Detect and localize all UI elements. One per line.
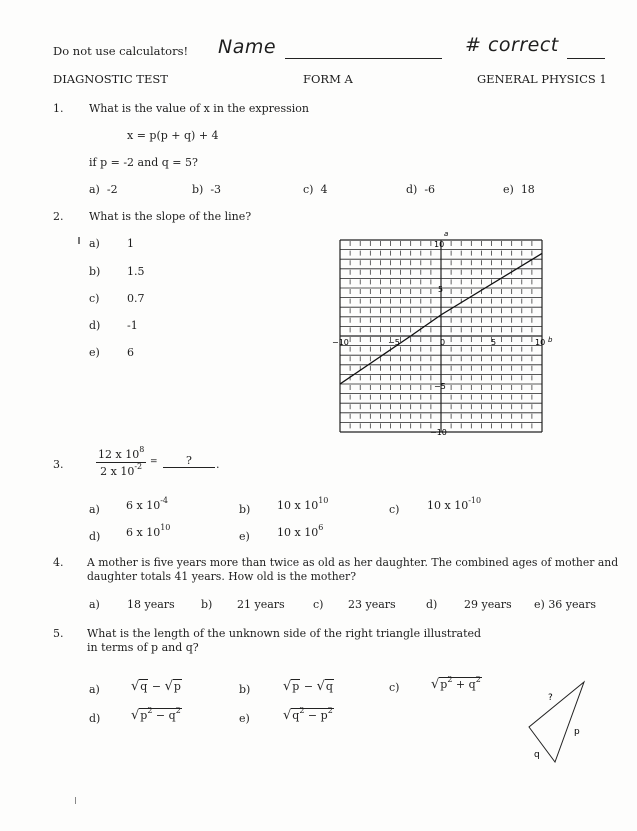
correct-count-blank-line[interactable] bbox=[567, 58, 605, 59]
option-d[interactable] bbox=[406, 183, 435, 196]
y-tick-10: 10 bbox=[434, 240, 445, 249]
x-axis-label: b bbox=[548, 336, 553, 344]
question-number: 2. bbox=[53, 210, 64, 223]
option-b[interactable]: b) bbox=[201, 598, 213, 611]
question-prompt-line1: A mother is five years more than twice as old as her daughter. The combined ages of mother and bbox=[87, 556, 619, 569]
option-c-value: $√p^2 + q^2$ bbox=[431, 675, 481, 692]
correct-count-label: # correct bbox=[465, 34, 559, 56]
option-label: c) bbox=[303, 183, 314, 196]
y-tick-neg5: −5 bbox=[434, 382, 446, 391]
option-b[interactable] bbox=[192, 183, 221, 196]
numerator: 12 x 10 bbox=[98, 448, 140, 461]
option-e-value: 10 x $10^6$ bbox=[277, 523, 324, 539]
option-label: d) bbox=[89, 319, 101, 332]
y-tick-neg10: −10 bbox=[430, 428, 447, 437]
option-c-label[interactable]: c) bbox=[389, 503, 400, 516]
fraction-expression bbox=[96, 445, 146, 478]
question-prompt-line2: in terms of p and q? bbox=[87, 641, 199, 654]
option-value: -3 bbox=[210, 183, 222, 196]
option-label: a) bbox=[89, 183, 100, 196]
option-label: e) bbox=[89, 346, 100, 359]
equals-sign: = bbox=[150, 457, 158, 467]
stray-pencil-mark bbox=[78, 237, 80, 244]
option-a-value: √q − √p bbox=[131, 679, 181, 694]
option-label: e) bbox=[503, 183, 514, 196]
option-label: b) bbox=[89, 265, 101, 278]
option-a[interactable] bbox=[89, 237, 100, 250]
option-b-value: √p − √q bbox=[283, 679, 333, 694]
period: . bbox=[216, 458, 220, 471]
option-e-value: $√q^2 - p^2$ bbox=[283, 706, 333, 723]
option-c-value: 23 years bbox=[348, 598, 396, 611]
short-leg-label: q bbox=[534, 750, 540, 760]
x-tick-neg10: −10 bbox=[332, 338, 349, 347]
option-c[interactable] bbox=[303, 183, 327, 196]
option-value: 18 bbox=[520, 183, 535, 196]
option-d-value: 29 years bbox=[464, 598, 512, 611]
option-label: d) bbox=[406, 183, 418, 196]
name-label: Name bbox=[218, 36, 277, 58]
option-value: 4 bbox=[320, 183, 328, 196]
name-blank-line[interactable] bbox=[285, 58, 442, 59]
no-calculator-warning: Do not use calculators! bbox=[53, 44, 189, 58]
option-e-label[interactable]: e) bbox=[239, 712, 250, 725]
denominator-exponent: -2 bbox=[134, 462, 143, 471]
option-d-value: 6 x $10^{10}$ bbox=[126, 523, 171, 539]
form-label: FORM A bbox=[303, 72, 353, 86]
option-d[interactable] bbox=[89, 319, 100, 332]
option-e-value: 6 bbox=[127, 346, 134, 359]
option-b-value: 10 x $10^{10}$ bbox=[277, 496, 329, 512]
option-e[interactable]: e) 36 years bbox=[534, 598, 596, 611]
question-prompt: What is the value of x in the expression bbox=[89, 102, 309, 115]
blank-placeholder: ? bbox=[186, 454, 192, 467]
answer-blank[interactable] bbox=[163, 454, 215, 468]
question-prompt-line1: What is the length of the unknown side of the right triangle illustrated bbox=[87, 627, 482, 640]
option-e-label[interactable]: e) bbox=[239, 530, 250, 543]
option-b-label[interactable]: b) bbox=[239, 683, 251, 696]
option-d-label[interactable]: d) bbox=[89, 712, 101, 725]
option-a-label[interactable]: a) bbox=[89, 503, 100, 516]
y-axis-label: a bbox=[444, 230, 449, 238]
option-b-value: 21 years bbox=[237, 598, 285, 611]
option-b-value: 1.5 bbox=[127, 265, 145, 278]
question-number: 1. bbox=[53, 102, 64, 115]
option-a[interactable]: a) bbox=[89, 598, 100, 611]
option-value: -2 bbox=[106, 183, 118, 196]
question-number: 4. bbox=[53, 556, 64, 569]
option-d-value: $√p^2 - q^2$ bbox=[131, 706, 181, 723]
option-e[interactable] bbox=[503, 183, 535, 196]
option-d[interactable]: d) bbox=[426, 598, 438, 611]
option-label: b) bbox=[192, 183, 204, 196]
option-a-value: 18 years bbox=[127, 598, 175, 611]
stray-pencil-mark bbox=[75, 797, 76, 804]
option-a[interactable] bbox=[89, 183, 118, 196]
course-label: GENERAL PHYSICS 1 bbox=[477, 72, 607, 86]
option-a-label[interactable]: a) bbox=[89, 683, 100, 696]
right-triangle-diagram bbox=[510, 670, 620, 770]
condition: if p = -2 and q = 5? bbox=[89, 156, 198, 169]
option-c-label[interactable]: c) bbox=[389, 681, 400, 694]
expression: x = p(p + q) + 4 bbox=[127, 129, 219, 142]
option-e[interactable] bbox=[89, 346, 100, 359]
question-number: 3. bbox=[53, 458, 64, 471]
option-b[interactable] bbox=[89, 265, 100, 278]
question-number: 5. bbox=[53, 627, 64, 640]
option-value: -6 bbox=[424, 183, 436, 196]
option-c-value: 10 x $10^{-10}$ bbox=[427, 496, 482, 512]
option-label: c) bbox=[89, 292, 100, 305]
slope-graph bbox=[330, 228, 560, 440]
question-prompt: What is the slope of the line? bbox=[89, 210, 252, 223]
option-c[interactable]: c) bbox=[313, 598, 324, 611]
hypotenuse-label: ? bbox=[548, 693, 553, 703]
long-leg-label: p bbox=[574, 727, 580, 737]
option-c[interactable] bbox=[89, 292, 99, 305]
denominator: 2 x 10 bbox=[100, 465, 135, 478]
x-tick-neg5: −5 bbox=[388, 338, 400, 347]
option-d-value: -1 bbox=[127, 319, 138, 332]
option-c-value: 0.7 bbox=[127, 292, 145, 305]
test-title: DIAGNOSTIC TEST bbox=[53, 72, 168, 86]
numerator-exponent: 8 bbox=[139, 445, 145, 454]
y-tick-5: 5 bbox=[438, 285, 444, 294]
question-prompt-line2: daughter totals 41 years. How old is the mother? bbox=[87, 570, 356, 583]
x-tick-5: 5 bbox=[491, 338, 497, 347]
option-d-label[interactable]: d) bbox=[89, 530, 101, 543]
option-a-value: 1 bbox=[127, 237, 134, 250]
x-tick-0: 0 bbox=[440, 338, 446, 347]
option-a-value: 6 x $10^{-4}$ bbox=[126, 496, 168, 512]
option-b-label[interactable]: b) bbox=[239, 503, 251, 516]
option-label: a) bbox=[89, 237, 100, 250]
x-tick-10: 10 bbox=[535, 338, 546, 347]
